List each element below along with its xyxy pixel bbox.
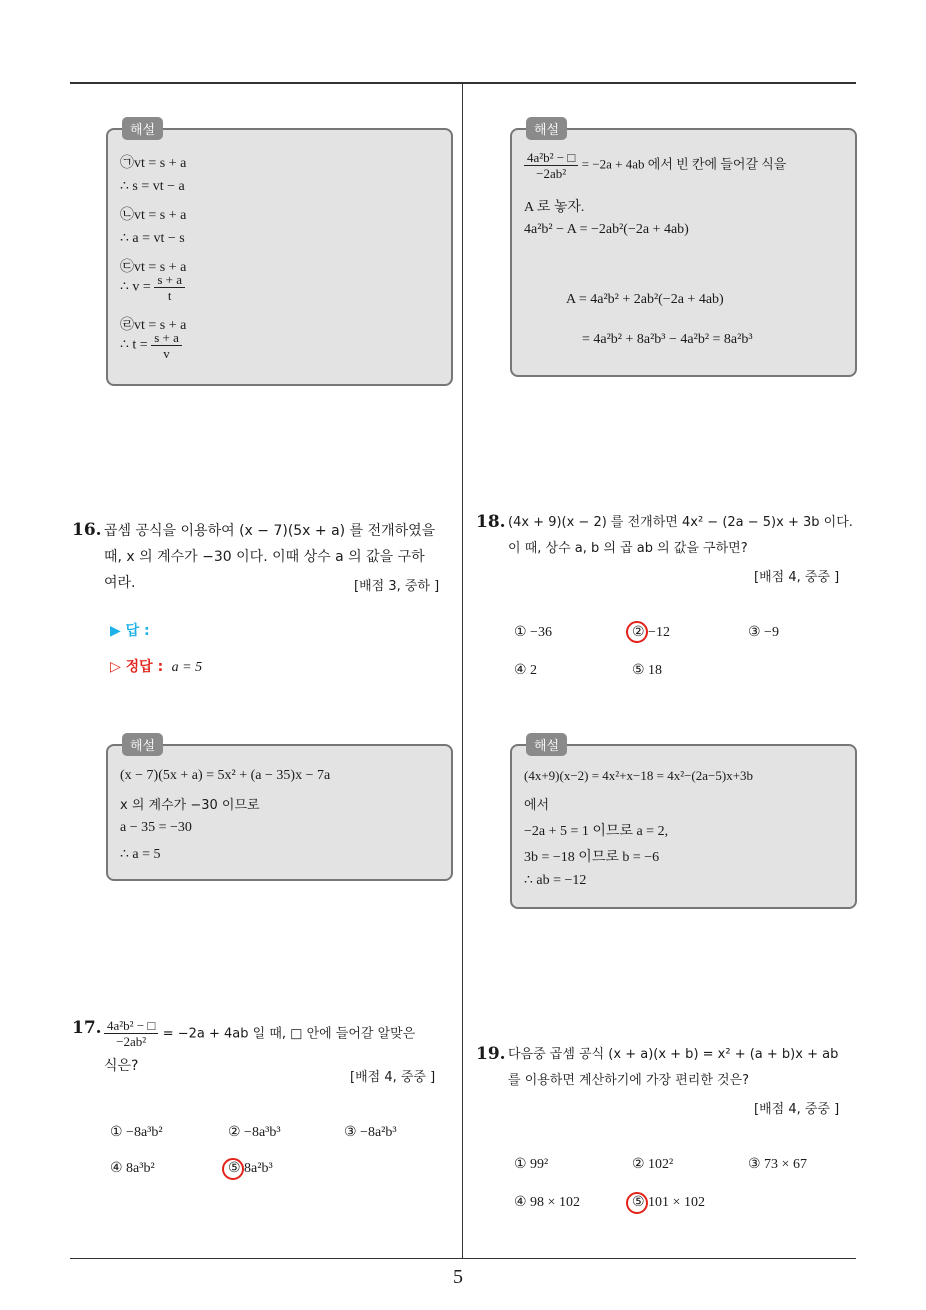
question-number-16: 16. (72, 520, 102, 540)
choice-3[interactable]: ③ −9 (748, 625, 779, 640)
solution-line: A 로 놓자. (524, 200, 585, 215)
choice-3[interactable]: ③ −8a²b³ (344, 1125, 397, 1140)
question-line: 다음중 곱셈 공식 (x + a)(x + b) = x² + (a + b)x + ab (508, 1047, 839, 1062)
question-line: 때, x 의 계수가 −30 이다. 이때 상수 a 의 값을 구하 (104, 549, 425, 565)
solution-line: ∴ s = vt − a (120, 179, 185, 194)
solution-box-18 (510, 739, 857, 909)
points-label: [배점 4, 중중 ] (754, 1102, 840, 1117)
question-line: 곱셈 공식을 이용하여 (x − 7)(5x + a) 를 전개하였을 (104, 523, 436, 539)
question-line: 이 때, 상수 a, b 의 곱 ab 의 값을 구하면? (508, 541, 748, 556)
solution-fraction-line (524, 150, 786, 181)
fraction (104, 1018, 158, 1049)
question-text-18 (508, 510, 858, 562)
solution-tab: 해설 (122, 117, 163, 140)
fraction-denominator: v (163, 346, 170, 361)
solution-line: a − 35 = −30 (120, 820, 192, 835)
fraction-denominator: −2ab² (116, 1034, 147, 1049)
solution-fraction-line (120, 330, 182, 361)
correct-answer-row (110, 656, 202, 676)
solution-box-16 (106, 739, 453, 881)
selected-answer-circle (222, 1158, 244, 1180)
points-label: [배점 4, 중중 ] (350, 1070, 436, 1085)
fraction-prefix: ∴ t = (120, 337, 152, 353)
solution-line: ∴ a = vt − s (120, 231, 185, 246)
solution-line: ㉡vt = s + a (120, 208, 187, 223)
fraction-numerator: 4a²b² − □ (104, 1018, 158, 1034)
choice-2[interactable]: ② 102² (632, 1157, 674, 1172)
page-number: 5 (453, 1266, 463, 1288)
choice-4[interactable]: ④ 8a³b² (110, 1161, 155, 1176)
fraction-numerator: s + a (151, 330, 182, 346)
fraction-prefix: ∴ v = (120, 279, 155, 295)
fraction (524, 150, 578, 181)
question-line: 여라. (104, 575, 136, 591)
choice-5[interactable]: ⑤ 101 × 102 (632, 1195, 705, 1210)
solution-line: ㉣vt = s + a (120, 318, 187, 333)
solution-line: (x − 7)(5x + a) = 5x² + (a − 35)x − 7a (120, 768, 331, 783)
fraction (154, 272, 185, 303)
solution-line: 에서 (524, 798, 550, 813)
fraction (151, 330, 182, 361)
solution-line: ㉠vt = s + a (120, 156, 187, 171)
fraction-numerator: 4a²b² − □ (524, 150, 578, 166)
solution-line: ∴ ab = −12 (524, 873, 587, 888)
choice-4[interactable]: ④ 98 × 102 (514, 1195, 580, 1210)
question-number-17: 17. (72, 1018, 102, 1038)
bottom-rule (70, 1258, 856, 1259)
fraction-denominator: −2ab² (536, 166, 567, 181)
choice-2[interactable]: ② −12 (632, 625, 670, 640)
choice-1[interactable]: ① 99² (514, 1157, 549, 1172)
points-label: [배점 4, 중중 ] (754, 570, 840, 585)
solution-line: ∴ a = 5 (120, 847, 161, 862)
points-label: [배점 3, 중하 ] (354, 579, 440, 594)
question-number-19: 19. (476, 1044, 506, 1064)
solution-line: −2a + 5 = 1 이므로 a = 2, (524, 824, 669, 839)
question-line (104, 1018, 458, 1049)
solution-box-17 (510, 123, 857, 377)
solution-tab: 해설 (526, 117, 567, 140)
choice-5[interactable]: ⑤ 18 (632, 663, 663, 678)
question-text-19 (508, 1042, 858, 1094)
column-divider (462, 84, 463, 1258)
solution-line-rest: = −2a + 4ab 에서 빈 칸에 들어갈 식을 (581, 156, 787, 172)
fraction-denominator: t (167, 288, 172, 303)
choice-1[interactable]: ① −8a³b² (110, 1125, 163, 1140)
solution-line: 3b = −18 이므로 b = −6 (524, 850, 660, 865)
correct-answer-label: ▷ 정답 : (110, 659, 164, 675)
fraction-numerator: s + a (154, 272, 185, 288)
correct-answer-value: a = 5 (171, 660, 203, 675)
solution-line: 4a²b² − A = −2ab²(−2a + 4ab) (524, 222, 689, 237)
question-line-rest: = −2a + 4ab 일 때, □ 안에 들어갈 알맞은 (162, 1026, 416, 1042)
solution-tab: 해설 (526, 733, 567, 756)
answer-label: ▶ 답 : (110, 623, 150, 639)
solution-line: ㉢vt = s + a (120, 260, 187, 275)
choice-2[interactable]: ② −8a³b³ (228, 1125, 281, 1140)
solution-tab: 해설 (122, 733, 163, 756)
solution-line: = 4a²b² + 8a²b³ − 4a²b² = 8a²b³ (582, 332, 753, 347)
question-line: (4x + 9)(x − 2) 를 전개하면 4x² − (2a − 5)x + 3b 이다. (508, 515, 853, 530)
top-rule (70, 82, 856, 84)
question-number-18: 18. (476, 512, 506, 532)
question-line: 식은? (104, 1058, 139, 1074)
selected-answer-circle (626, 621, 648, 643)
solution-line: x 의 계수가 −30 이므로 (120, 798, 260, 813)
solution-line: A = 4a²b² + 2ab²(−2a + 4ab) (566, 292, 724, 307)
solution-fraction-line (120, 272, 185, 303)
choice-5[interactable]: ⑤ 8a²b³ (228, 1161, 273, 1176)
choice-4[interactable]: ④ 2 (514, 663, 538, 678)
question-line: 를 이용하면 계산하기에 가장 편리한 것은? (508, 1073, 750, 1088)
selected-answer-circle (626, 1192, 648, 1214)
solution-line: (4x+9)(x−2) = 4x²+x−18 = 4x²−(2a−5)x+3b (524, 768, 754, 783)
solution-box-15 (106, 123, 453, 386)
choice-1[interactable]: ① −36 (514, 625, 552, 640)
choice-3[interactable]: ③ 73 × 67 (748, 1157, 807, 1172)
